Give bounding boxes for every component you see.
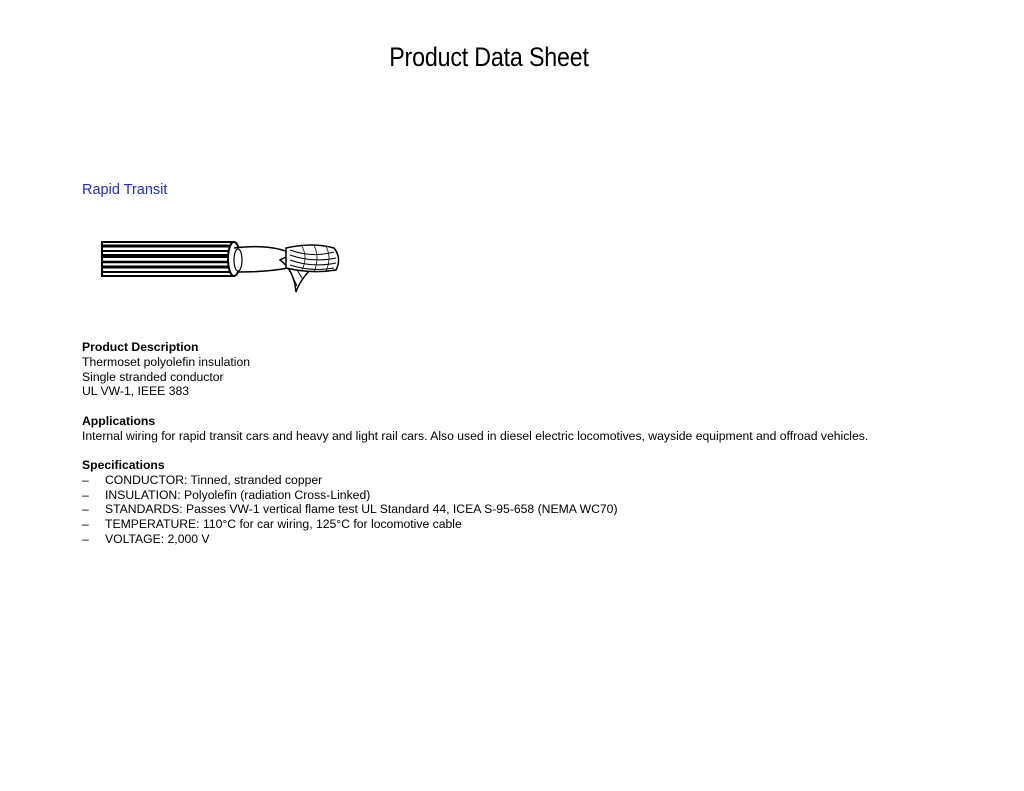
spec-text: CONDUCTOR: Tinned, stranded copper: [105, 472, 323, 487]
bullet-dash: –: [82, 517, 89, 532]
product-description: [82, 340, 250, 399]
bullet-dash: –: [82, 531, 89, 546]
spec-text: TEMPERATURE: 110°C for car wiring, 125°C for locomotive cable: [105, 517, 462, 532]
specifications-heading: Specifications: [82, 458, 165, 472]
applications-heading: Applications: [82, 414, 156, 428]
bullet-dash: –: [82, 472, 89, 487]
description-line: UL VW-1, IEEE 383: [82, 384, 190, 399]
description-line: Thermoset polyolefin insulation: [82, 354, 251, 369]
product-description-heading: Product Description: [82, 340, 199, 354]
spec-text: STANDARDS: Passes VW-1 vertical flame test UL Standard 44, ICEA S-95-658 (NEMA WC70): [105, 502, 618, 517]
applications-text: Internal wiring for rapid transit cars and heavy and light rail cars. Also used in diesel electric locomotives, wayside equipment and offroad vehicles.: [82, 428, 869, 443]
section-heading: Rapid Transit: [82, 182, 168, 198]
applications: [82, 414, 868, 444]
bullet-dash: –: [82, 502, 89, 517]
spec-item: [82, 532, 618, 547]
description-line: Single stranded conductor: [82, 369, 224, 384]
bullet-dash: –: [82, 487, 89, 502]
spec-item: [82, 488, 618, 503]
spec-item: [82, 517, 618, 532]
cable-illustration-icon: [98, 232, 344, 296]
spec-text: VOLTAGE: 2,000 V: [105, 531, 210, 546]
page-title: Product Data Sheet: [389, 42, 589, 72]
spec-item: [82, 502, 618, 517]
specifications: [82, 458, 618, 547]
spec-item: [82, 473, 618, 488]
spec-text: INSULATION: Polyolefin (radiation Cross-Linked): [105, 487, 371, 502]
